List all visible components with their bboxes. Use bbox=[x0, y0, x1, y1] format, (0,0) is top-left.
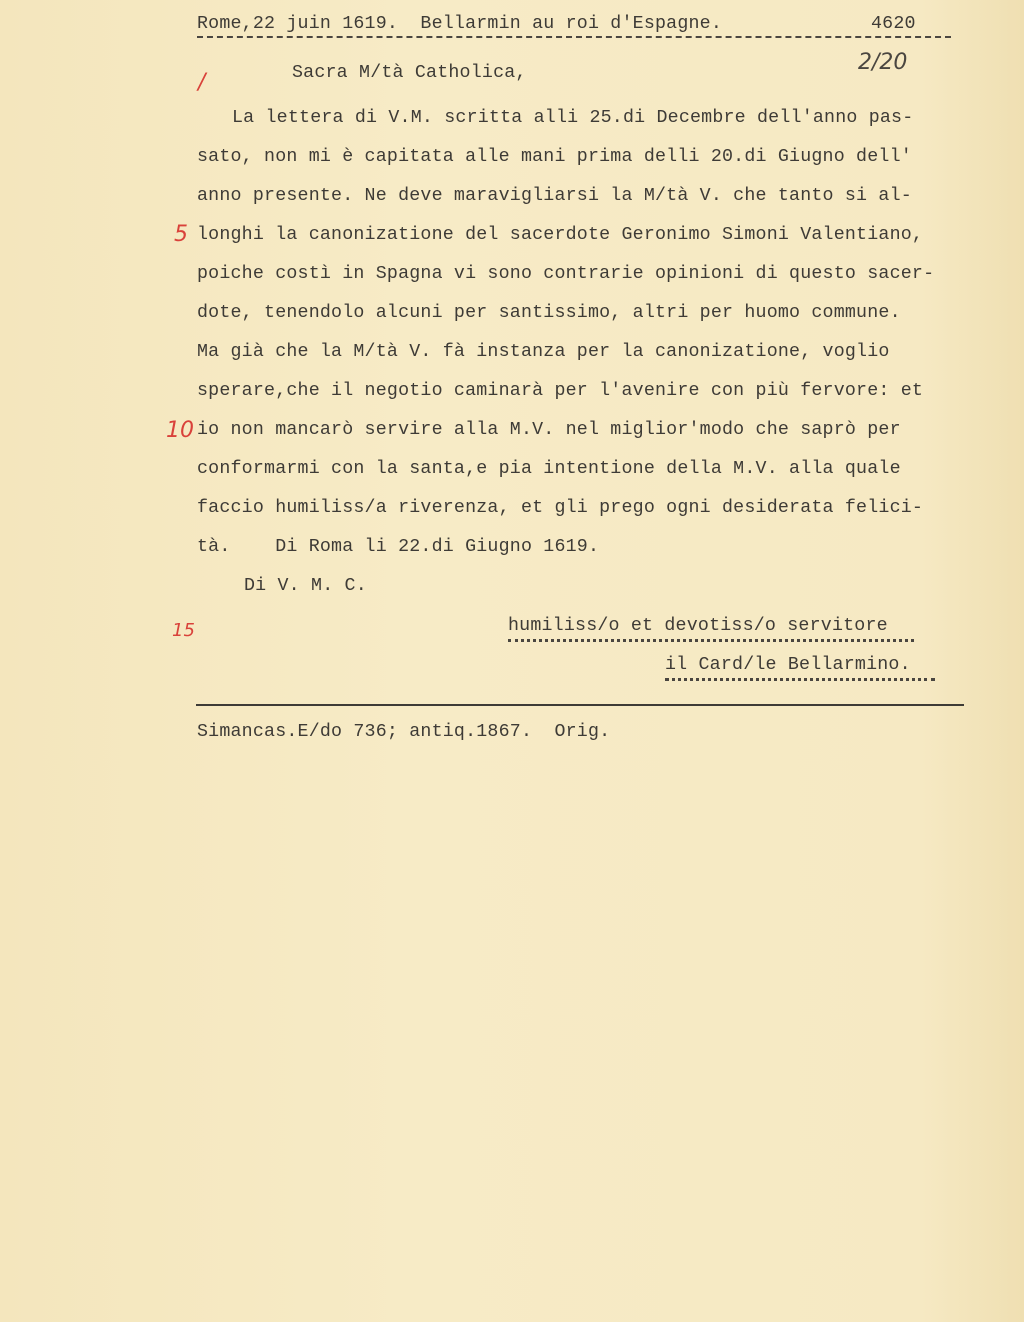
red-line-marker-1: / bbox=[198, 70, 206, 95]
signature-dotted-underline-2 bbox=[665, 678, 935, 681]
letter-line: faccio humiliss/a riverenza, et gli prego ogni desiderata felici- bbox=[197, 498, 924, 518]
letter-line: poiche costì in Spagna vi sono contrarie opinioni di questo sacer- bbox=[197, 264, 935, 284]
red-line-marker-5: 5 bbox=[174, 222, 188, 247]
letter-line: Ma già che la M/tà V. fà instanza per la canonizatione, voglio bbox=[197, 342, 890, 362]
document-header-title: Rome,22 juin 1619. Bellarmin au roi d'Espagne. bbox=[197, 14, 723, 34]
letter-closing: Di V. M. C. bbox=[244, 576, 367, 596]
red-line-marker-10: 10 bbox=[166, 418, 194, 443]
signature-line-2: il Card/le Bellarmino. bbox=[665, 655, 911, 675]
red-line-marker-15: 15 bbox=[172, 620, 195, 641]
archive-source-reference: Simancas.E/do 736; antiq.1867. Orig. bbox=[197, 722, 611, 742]
document-number: 4620 bbox=[871, 14, 916, 34]
letter-line: longhi la canonizatione del sacerdote Geronimo Simoni Valentiano, bbox=[197, 225, 924, 245]
letter-line: sperare,che il negotio caminarà per l'avenire con più fervore: et bbox=[197, 381, 924, 401]
signature-line-1: humiliss/o et devotiss/o servitore bbox=[508, 616, 888, 636]
pencil-folio-annotation: 2/20 bbox=[858, 50, 908, 75]
letter-line: tà. Di Roma li 22.di Giugno 1619. bbox=[197, 537, 600, 557]
letter-line: conformarmi con la santa,e pia intentione della M.V. alla quale bbox=[197, 459, 901, 479]
letter-salutation: Sacra M/tà Catholica, bbox=[292, 63, 527, 83]
letter-line: La lettera di V.M. scritta alli 25.di Decembre dell'anno pas- bbox=[232, 108, 914, 128]
letter-line: dote, tenendolo alcuni per santissimo, altri per huomo commune. bbox=[197, 303, 901, 323]
letter-line: anno presente. Ne deve maravigliarsi la M/tà V. che tanto si al- bbox=[197, 186, 912, 206]
header-dashed-underline bbox=[197, 36, 951, 38]
letter-line: io non mancarò servire alla M.V. nel miglior'modo che saprò per bbox=[197, 420, 901, 440]
footer-separator-rule bbox=[196, 704, 964, 706]
letter-line: sato, non mi è capitata alle mani prima delli 20.di Giugno dell' bbox=[197, 147, 912, 167]
signature-dotted-underline-1 bbox=[508, 639, 914, 642]
